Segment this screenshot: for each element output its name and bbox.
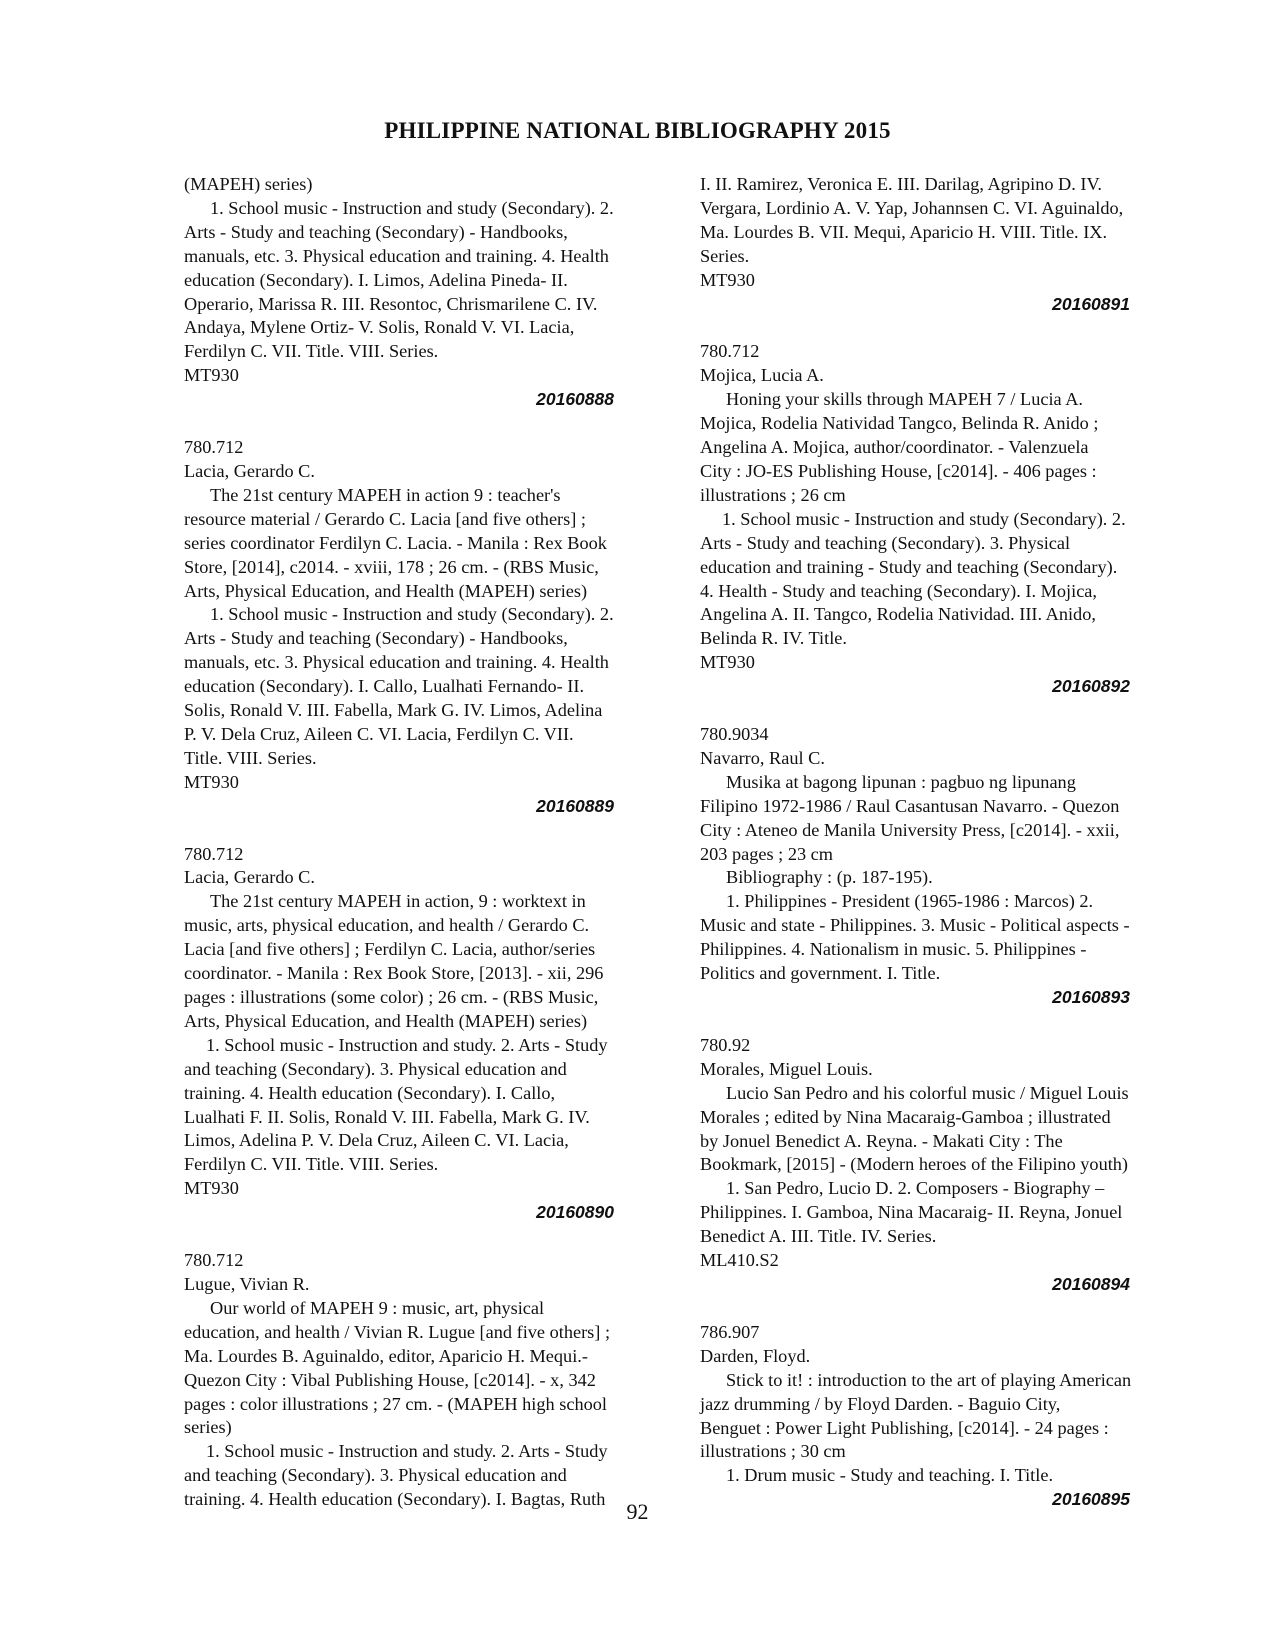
description-line: Mojica, Rodelia Natividad Tangco, Belinda R. Anido ; xyxy=(700,413,1099,434)
description-line: Our world of MAPEH 9 : music, art, physical xyxy=(210,1297,545,1318)
control-number: 20160891 xyxy=(1052,293,1130,314)
control-number: 20160890 xyxy=(536,1202,614,1223)
description-line: Ma. Lourdes B. Aguinaldo, editor, Aparicio H. Mequi.- xyxy=(184,1345,588,1366)
subject-line: Philippines. I. Gamboa, Nina Macaraig- II. Reyna, Jonuel xyxy=(700,1202,1123,1223)
description-line: music, arts, physical education, and health / Gerardo C. xyxy=(184,915,590,936)
subject-line: manuals, etc. 3. Physical education and training. 4. Health xyxy=(184,245,609,266)
description-line: Stick to it! : introduction to the art of playing American xyxy=(726,1369,1132,1390)
subject-line: 1. School music - Instruction and study (Secondary). 2. xyxy=(722,508,1126,529)
description-line: Lucio San Pedro and his colorful music / Miguel Louis xyxy=(726,1082,1129,1103)
control-number: 20160892 xyxy=(1052,676,1130,697)
description-line: Honing your skills through MAPEH 7 / Lucia A. xyxy=(726,389,1083,410)
subject-line: Arts - Study and teaching (Secondary) - Handbooks, xyxy=(184,628,568,649)
classification-number: 780.712 xyxy=(700,341,760,362)
description-line: pages : color illustrations ; 27 cm. - (MAPEH high school xyxy=(184,1393,607,1414)
description-line: series coordinator Ferdilyn C. Lacia. - Manila : Rex Book xyxy=(184,532,607,553)
call-number: MT930 xyxy=(184,771,239,792)
description-line: Morales ; edited by Nina Macaraig-Gamboa ; illustrated xyxy=(700,1106,1111,1127)
control-number: 20160889 xyxy=(536,795,614,816)
subject-line: Series. xyxy=(700,245,750,266)
subject-line: training. 4. Health education (Secondary). I. Callo, xyxy=(184,1082,556,1103)
author-heading: Navarro, Raul C. xyxy=(700,747,825,768)
description-line: jazz drumming / by Floyd Darden. - Baguio City, xyxy=(700,1393,1061,1414)
description-line: Arts, Physical Education, and Health (MAPEH) series) xyxy=(184,1010,588,1031)
description-line: City : Ateneo de Manila University Press, [c2014]. - xxii, xyxy=(700,819,1120,840)
classification-number: 786.907 xyxy=(700,1321,760,1342)
call-number: MT930 xyxy=(184,365,239,386)
subject-line: 1. San Pedro, Lucio D. 2. Composers - Biography – xyxy=(726,1178,1105,1199)
control-number: 20160894 xyxy=(1052,1273,1130,1294)
subject-line: Arts - Study and teaching (Secondary). 3. Physical xyxy=(700,532,1071,553)
subject-line: 1. Philippines - President (1965-1986 : Marcos) 2. xyxy=(726,891,1094,912)
subject-line: education (Secondary). I. Callo, Lualhati Fernando- II. xyxy=(184,676,585,697)
author-heading: Mojica, Lucia A. xyxy=(700,365,824,386)
description-line: Arts, Physical Education, and Health (MAPEH) series) xyxy=(184,580,588,601)
classification-number: 780.9034 xyxy=(700,724,769,745)
subject-line: 1. School music - Instruction and study. 2. Arts - Study xyxy=(206,1441,608,1462)
description-line: Store, [2014], c2014. - xviii, 178 ; 26 cm. - (RBS Music, xyxy=(184,556,599,577)
description-line: Quezon City : Vibal Publishing House, [c2014]. - x, 342 xyxy=(184,1369,596,1390)
author-heading: Lacia, Gerardo C. xyxy=(184,460,315,481)
subject-line: Vergara, Lordinio A. V. Yap, Johannsen C. VI. Aguinaldo, xyxy=(700,197,1124,218)
subject-line: Limos, Adelina P. V. Dela Cruz, Aileen C. VI. Lacia, xyxy=(184,1130,569,1151)
classification-number: 780.712 xyxy=(184,1250,244,1271)
description-line: The 21st century MAPEH in action 9 : teacher's xyxy=(210,484,561,505)
catalog-entry xyxy=(184,1249,659,1512)
catalog-entry xyxy=(184,436,659,819)
description-line: Angelina A. Mojica, author/coordinator. - Valenzuela xyxy=(700,437,1089,458)
catalog-entry xyxy=(184,173,659,412)
subject-line: Politics and government. I. Title. xyxy=(700,963,941,984)
description-line: The 21st century MAPEH in action, 9 : worktext in xyxy=(210,891,586,912)
subject-line: I. II. Ramirez, Veronica E. III. Darilag, Agripino D. IV. xyxy=(700,174,1102,194)
description-line: Filipino 1972-1986 / Raul Casantusan Navarro. - Quezon xyxy=(700,795,1120,816)
author-heading: Lugue, Vivian R. xyxy=(184,1273,310,1294)
bibliography-note: Bibliography : (p. 187-195). xyxy=(726,867,933,888)
description-line: illustrations ; 30 cm xyxy=(700,1441,846,1462)
description-line: resource material / Gerardo C. Lacia [and five others] ; xyxy=(184,508,587,529)
catalog-entry xyxy=(700,340,1175,699)
subject-line: Operario, Marissa R. III. Resontoc, Chrismarilene C. IV. xyxy=(184,293,598,314)
classification-number: 780.712 xyxy=(184,843,244,864)
page-title: PHILIPPINE NATIONAL BIBLIOGRAPHY 2015 xyxy=(384,118,891,143)
call-number: MT930 xyxy=(700,652,755,673)
catalog-entry xyxy=(700,723,1175,1010)
catalog-entry xyxy=(184,843,659,1226)
subject-line: training. 4. Health education (Secondary). I. Bagtas, Ruth xyxy=(184,1489,606,1510)
subject-line: and teaching (Secondary). 3. Physical education and xyxy=(184,1465,567,1486)
description-line: Musika at bagong lipunan : pagbuo ng lipunang xyxy=(726,771,1076,792)
page-number: 92 xyxy=(626,1499,649,1524)
description-line: coordinator. - Manila : Rex Book Store, [2013]. - xii, 296 xyxy=(184,963,604,984)
call-number: ML410.S2 xyxy=(700,1250,779,1271)
subject-line: Title. VIII. Series. xyxy=(184,747,317,768)
series-continuation: (MAPEH) series) xyxy=(184,174,313,194)
author-heading: Lacia, Gerardo C. xyxy=(184,867,315,888)
catalog-entry xyxy=(700,173,1175,316)
call-number: MT930 xyxy=(700,269,755,290)
description-line: Benguet : Power Light Publishing, [c2014]. - 24 pages : xyxy=(700,1417,1109,1438)
left-column xyxy=(184,173,659,1512)
description-line: City : JO-ES Publishing House, [c2014]. - 406 pages : xyxy=(700,460,1097,481)
right-column xyxy=(700,173,1175,1512)
catalog-entry xyxy=(700,1321,1175,1512)
subject-line: and teaching (Secondary). 3. Physical education and xyxy=(184,1058,567,1079)
subject-line: Music and state - Philippines. 3. Music - Political aspects - xyxy=(700,915,1130,936)
description-line: education, and health / Vivian R. Lugue [and five others] ; xyxy=(184,1321,611,1342)
description-line: Lacia [and five others] ; Ferdilyn C. Lacia, author/series xyxy=(184,939,596,960)
subject-line: Philippines. 4. Nationalism in music. 5. Philippines - xyxy=(700,939,1087,960)
control-number: 20160895 xyxy=(1052,1489,1130,1510)
subject-line: Solis, Ronald V. III. Fabella, Mark G. IV. Limos, Adelina xyxy=(184,700,603,721)
description-line: series) xyxy=(184,1417,232,1438)
subject-line: 1. School music - Instruction and study. 2. Arts - Study xyxy=(206,1034,608,1055)
classification-number: 780.712 xyxy=(184,437,244,458)
subject-line: Ma. Lourdes B. VII. Mequi, Aparicio H. VIII. Title. IX. xyxy=(700,221,1108,242)
subject-line: 1. School music - Instruction and study (Secondary). 2. xyxy=(210,604,614,625)
classification-number: 780.92 xyxy=(700,1034,751,1055)
author-heading: Morales, Miguel Louis. xyxy=(700,1058,873,1079)
subject-line: Ferdilyn C. VII. Title. VIII. Series. xyxy=(184,1154,439,1175)
control-number: 20160888 xyxy=(536,389,614,410)
subject-line: Benedict A. III. Title. IV. Series. xyxy=(700,1226,937,1247)
subject-line: education and training - Study and teaching (Secondary). xyxy=(700,556,1118,577)
subject-line: education (Secondary). I. Limos, Adelina Pineda- II. xyxy=(184,269,568,290)
description-line: pages : illustrations (some color) ; 26 cm. - (RBS Music, xyxy=(184,987,599,1007)
subject-line: manuals, etc. 3. Physical education and training. 4. Health xyxy=(184,652,609,673)
subject-line: Ferdilyn C. VII. Title. VIII. Series. xyxy=(184,341,439,362)
control-number: 20160893 xyxy=(1052,987,1130,1007)
subject-line: Arts - Study and teaching (Secondary) - Handbooks, xyxy=(184,221,568,242)
subject-line: 1. Drum music - Study and teaching. I. Title. xyxy=(726,1465,1054,1486)
catalog-entry xyxy=(700,1034,1175,1297)
call-number: MT930 xyxy=(184,1178,239,1199)
subject-line: P. V. Dela Cruz, Aileen C. VI. Lacia, Ferdilyn C. VII. xyxy=(184,723,574,744)
subject-line: Lualhati F. II. Solis, Ronald V. III. Fabella, Mark G. IV. xyxy=(184,1106,590,1127)
author-heading: Darden, Floyd. xyxy=(700,1345,811,1366)
description-line: by Jonuel Benedict A. Reyna. - Makati City : The xyxy=(700,1130,1063,1151)
subject-line: 4. Health - Study and teaching (Secondary). I. Mojica, xyxy=(700,580,1097,601)
description-line: Bookmark, [2015] - (Modern heroes of the Filipino youth) xyxy=(700,1154,1129,1175)
subject-line: Andaya, Mylene Ortiz- V. Solis, Ronald V. VI. Lacia, xyxy=(184,317,575,338)
description-line: 203 pages ; 23 cm xyxy=(700,843,834,864)
subject-line: Angelina A. II. Tangco, Rodelia Natividad. III. Anido, xyxy=(700,604,1096,625)
subject-line: Belinda R. IV. Title. xyxy=(700,628,847,649)
description-line: illustrations ; 26 cm xyxy=(700,484,846,505)
subject-line: 1. School music - Instruction and study (Secondary). 2. xyxy=(210,197,614,218)
